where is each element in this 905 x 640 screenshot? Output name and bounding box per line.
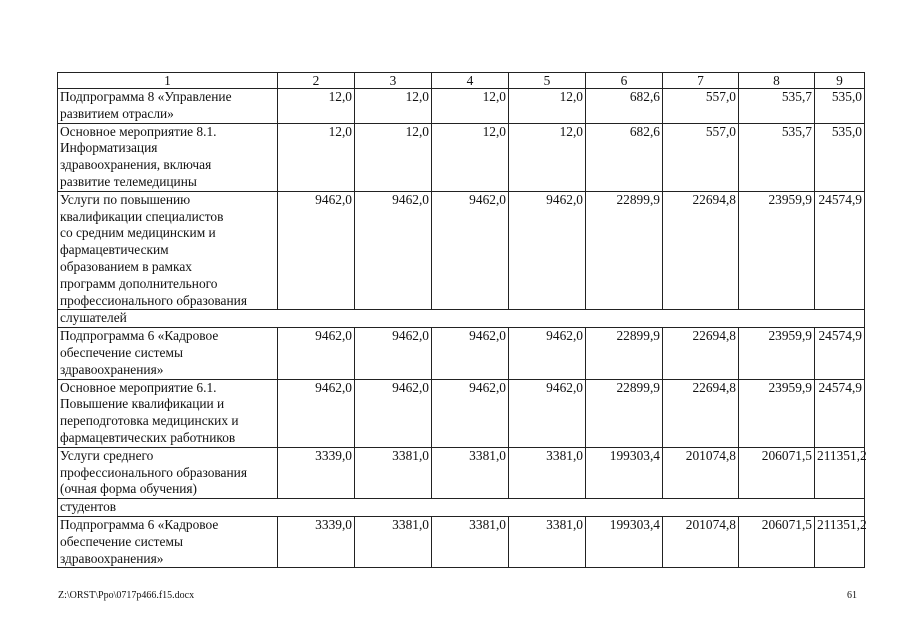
value-cell: 557,0 (663, 89, 739, 124)
column-header: 6 (586, 73, 663, 89)
table-row (58, 328, 865, 379)
value-cell: 22694,8 (663, 328, 739, 379)
value-cell: 23959,9 (739, 328, 815, 379)
row-label (58, 123, 278, 191)
row-label-line: профессионального образования (60, 464, 247, 480)
value-cell: 9462,0 (355, 379, 432, 447)
value-cell: 211351,2 (815, 447, 865, 498)
value-cell: 3381,0 (509, 516, 586, 567)
table-row (58, 447, 865, 498)
value-cell: 211351,2 (815, 516, 865, 567)
value-cell: 22694,8 (663, 191, 739, 310)
value-cell: 22899,9 (586, 191, 663, 310)
header-row (58, 73, 865, 89)
value-cell: 199303,4 (586, 516, 663, 567)
row-label-line: образованием в рамках (60, 258, 192, 274)
value-cell: 3381,0 (355, 516, 432, 567)
row-label (58, 516, 278, 567)
row-label (58, 447, 278, 498)
row-label-line: развитие телемедицины (60, 173, 197, 189)
row-label-line: (очная форма обучения) (60, 481, 198, 497)
value-cell: 12,0 (355, 89, 432, 124)
value-cell: 201074,8 (663, 516, 739, 567)
value-cell: 9462,0 (278, 379, 355, 447)
value-cell: 557,0 (663, 123, 739, 191)
column-header: 3 (355, 73, 432, 89)
row-label-line: программ дополнительного (60, 275, 218, 291)
value-cell: 3381,0 (432, 447, 509, 498)
value-cell: 206071,5 (739, 516, 815, 567)
row-label (58, 328, 278, 379)
row-label-line: фармацевтических работников (60, 429, 236, 445)
row-label-line: развитием отрасли» (60, 105, 174, 121)
row-label (58, 89, 278, 124)
row-label-line: квалификации специалистов (60, 208, 224, 224)
row-label-line: Услуги среднего (60, 447, 154, 463)
value-cell: 24574,9 (815, 191, 865, 310)
value-cell: 22899,9 (586, 379, 663, 447)
value-cell: 24574,9 (815, 328, 865, 379)
row-label-line: Основное мероприятие 8.1. (60, 123, 217, 139)
row-label-line: здравоохранения» (60, 550, 164, 566)
value-cell: 12,0 (509, 123, 586, 191)
table-row (58, 123, 865, 191)
value-cell: 12,0 (355, 123, 432, 191)
value-cell: 9462,0 (509, 191, 586, 310)
column-header: 5 (509, 73, 586, 89)
value-cell: 3381,0 (509, 447, 586, 498)
value-cell: 23959,9 (739, 379, 815, 447)
value-cell: 535,0 (815, 89, 865, 124)
value-cell: 23959,9 (739, 191, 815, 310)
row-label-line: обеспечение системы (60, 533, 183, 549)
row-label-line: переподготовка медицинских и (60, 413, 239, 429)
table-body (58, 73, 865, 568)
value-cell: 3339,0 (278, 516, 355, 567)
value-cell: 682,6 (586, 89, 663, 124)
value-cell: 12,0 (509, 89, 586, 124)
value-cell: 206071,5 (739, 447, 815, 498)
row-label-line: Услуги по повышению (60, 191, 191, 207)
value-cell: 682,6 (586, 123, 663, 191)
value-cell: 9462,0 (509, 379, 586, 447)
value-cell: 24574,9 (815, 379, 865, 447)
value-cell: 201074,8 (663, 447, 739, 498)
value-cell: 3339,0 (278, 447, 355, 498)
value-cell: 199303,4 (586, 447, 663, 498)
value-cell: 12,0 (278, 123, 355, 191)
column-header: 8 (739, 73, 815, 89)
unit-row (58, 499, 865, 517)
page-number: 61 (847, 590, 857, 601)
value-cell: 3381,0 (355, 447, 432, 498)
value-cell: 9462,0 (432, 379, 509, 447)
unit-label: слушателей (58, 310, 865, 328)
value-cell: 3381,0 (432, 516, 509, 567)
row-label-line: Подпрограмма 6 «Кадровое (60, 328, 219, 344)
table-row (58, 516, 865, 567)
value-cell: 535,0 (815, 123, 865, 191)
row-label-line: профессионального образования (60, 292, 247, 308)
value-cell: 12,0 (278, 89, 355, 124)
value-cell: 9462,0 (355, 191, 432, 310)
row-label-line: Основное мероприятие 6.1. (60, 379, 217, 395)
value-cell: 9462,0 (432, 328, 509, 379)
value-cell: 535,7 (739, 123, 815, 191)
unit-label: студентов (58, 499, 865, 517)
row-label-line: Подпрограмма 6 «Кадровое (60, 516, 219, 532)
value-cell: 535,7 (739, 89, 815, 124)
value-cell: 22899,9 (586, 328, 663, 379)
row-label-line: обеспечение системы (60, 344, 183, 360)
row-label (58, 191, 278, 310)
row-label (58, 379, 278, 447)
value-cell: 9462,0 (509, 328, 586, 379)
column-header: 4 (432, 73, 509, 89)
column-header: 9 (815, 73, 865, 89)
table-row (58, 89, 865, 124)
column-header: 7 (663, 73, 739, 89)
column-header: 1 (58, 73, 278, 89)
value-cell: 22694,8 (663, 379, 739, 447)
column-header: 2 (278, 73, 355, 89)
value-cell: 12,0 (432, 89, 509, 124)
value-cell: 9462,0 (278, 191, 355, 310)
row-label-line: фармацевтическим (60, 242, 169, 258)
row-label-line: Подпрограмма 8 «Управление (60, 89, 232, 104)
footer-file-path: Z:\ORST\Ppo\0717p466.f15.docx (58, 590, 195, 601)
unit-row (58, 310, 865, 328)
row-label-line: со средним медицинским и (60, 225, 216, 241)
budget-table (57, 72, 865, 568)
row-label-line: Информатизация (60, 140, 158, 156)
row-label-line: здравоохранения» (60, 361, 164, 377)
row-label-line: Повышение квалификации и (60, 396, 225, 412)
value-cell: 9462,0 (355, 328, 432, 379)
table-row (58, 379, 865, 447)
table-row (58, 191, 865, 310)
value-cell: 9462,0 (432, 191, 509, 310)
row-label-line: здравоохранения, включая (60, 157, 212, 173)
value-cell: 12,0 (432, 123, 509, 191)
value-cell: 9462,0 (278, 328, 355, 379)
